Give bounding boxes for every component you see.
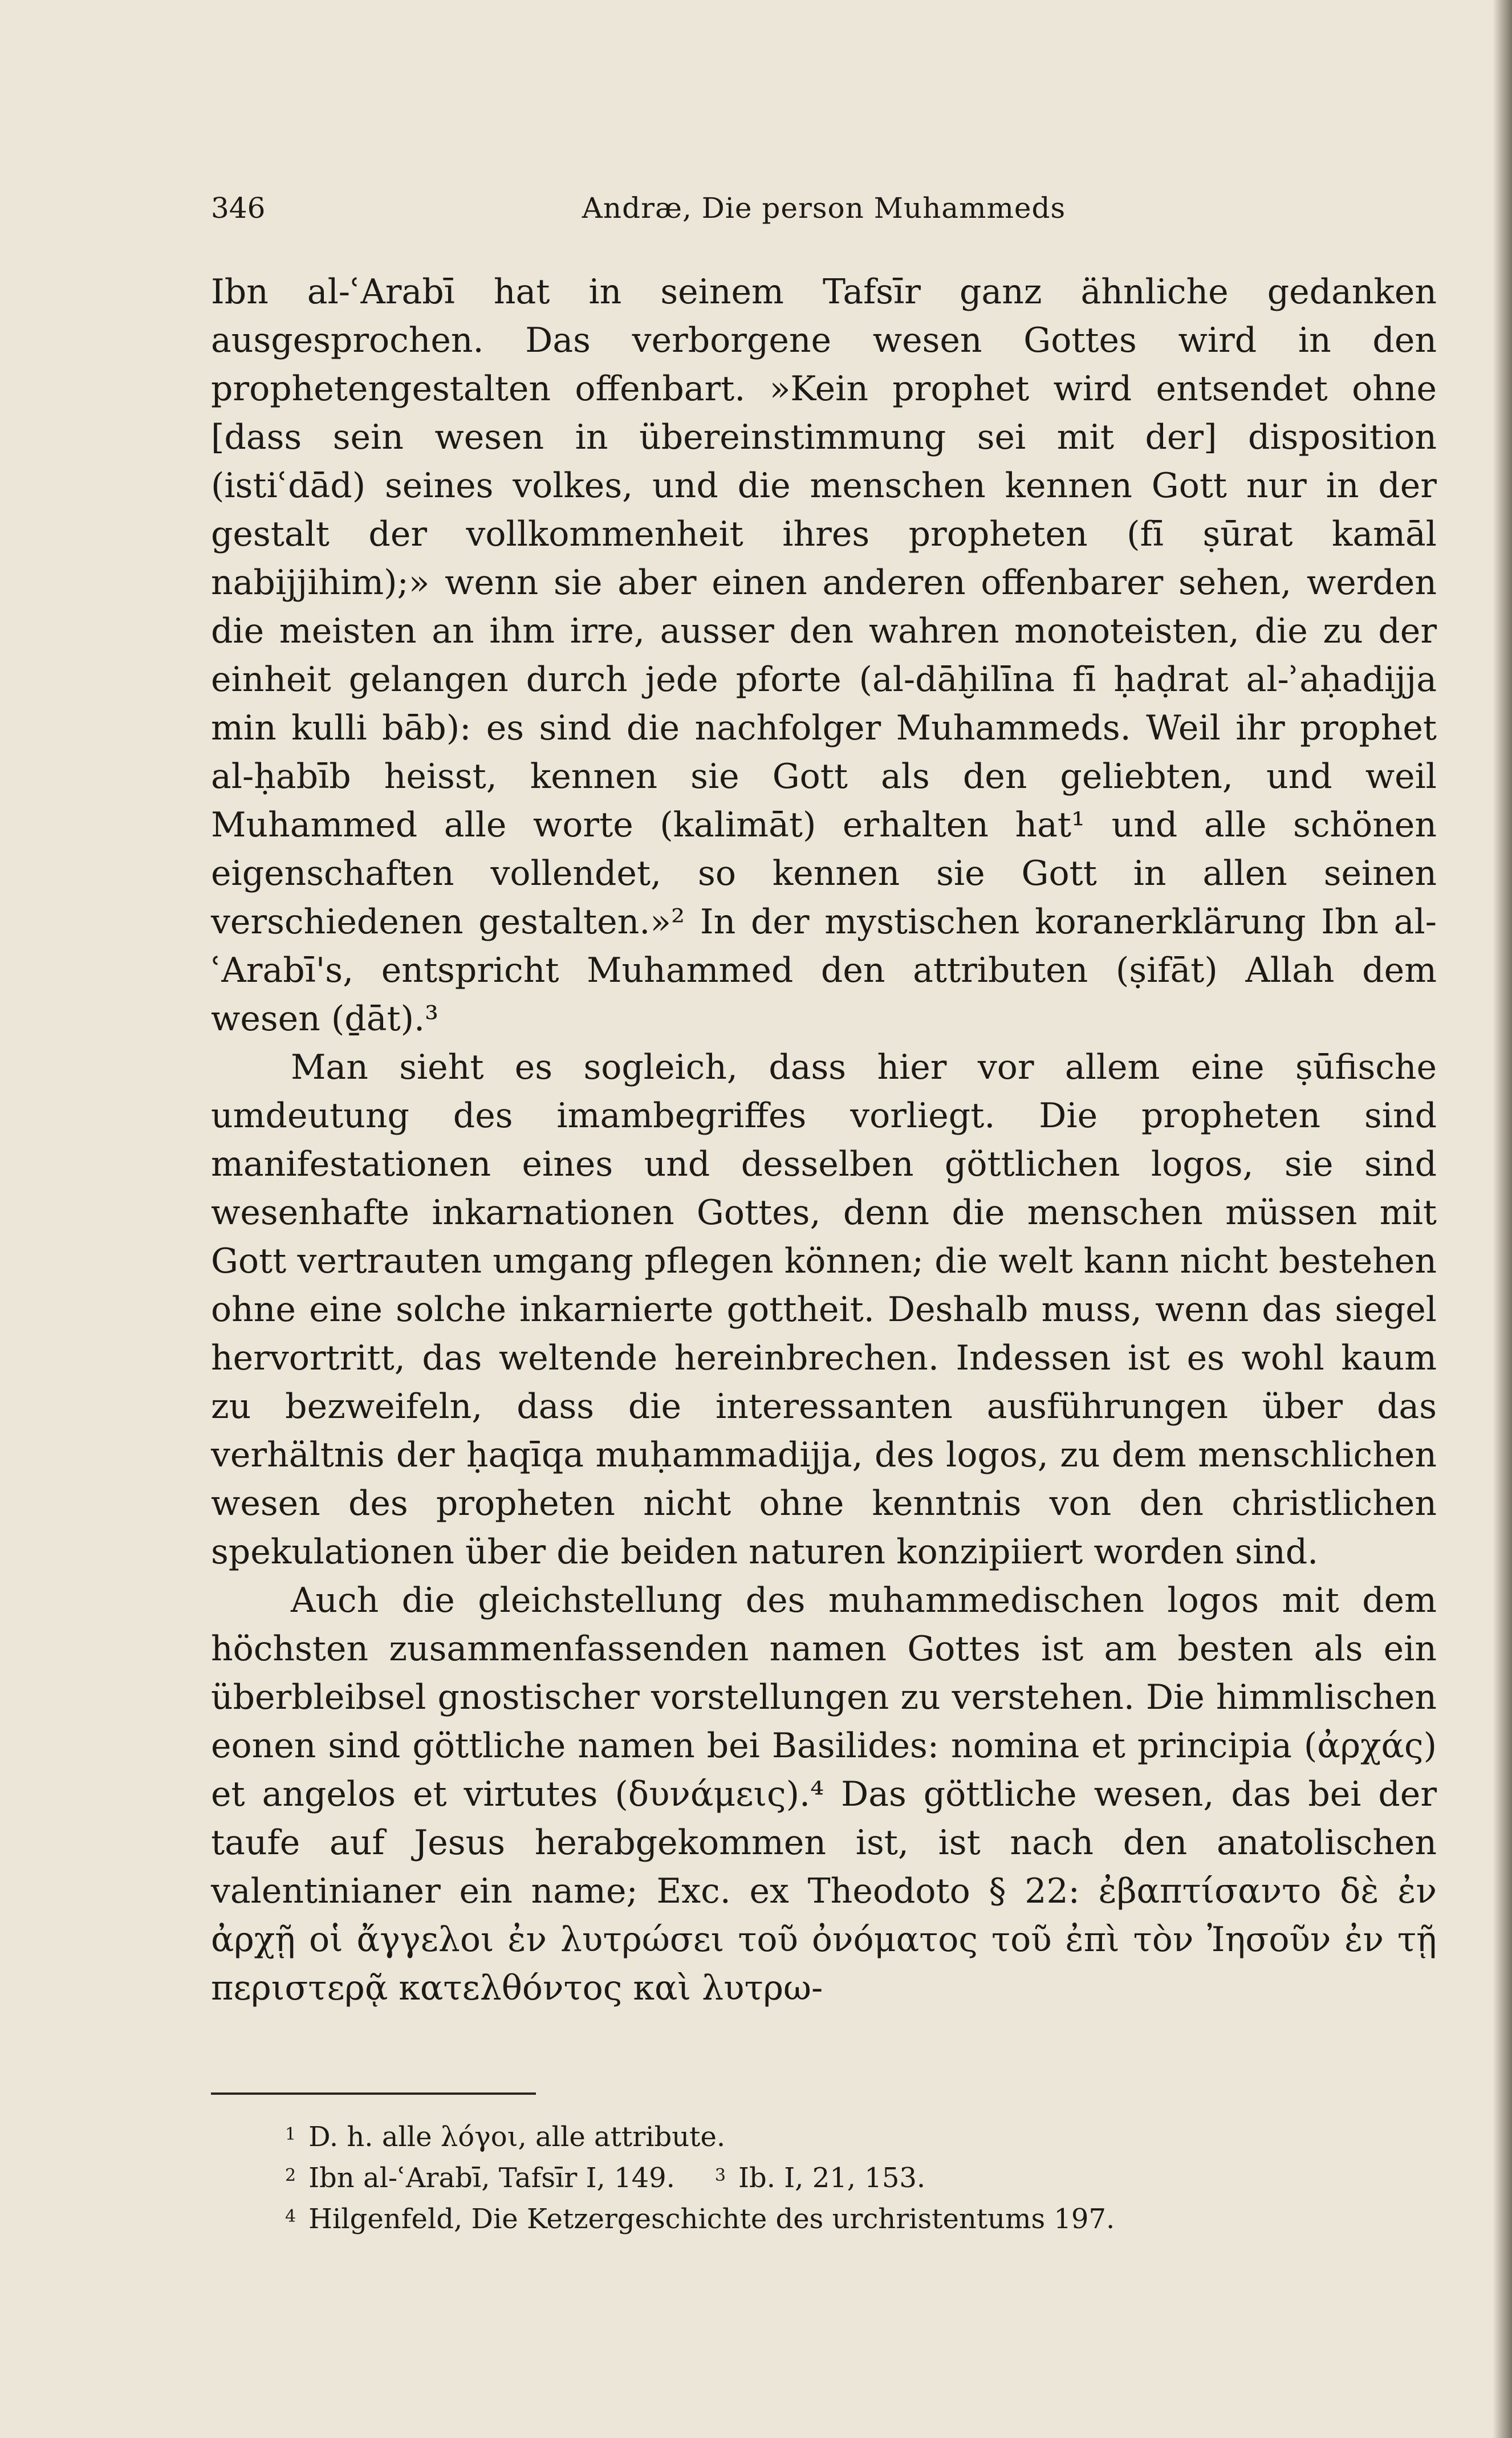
page-number: 346 [211,192,266,225]
footnote-text: D. h. alle λόγοι, alle attribute. [308,2121,726,2153]
paragraph-2: Man sieht es sogleich, dass hier vor allem eine ṣūfische umdeutung des imambegriffes vorliegt. Die propheten sind manifestationen eines und desselben göttlichen logos, sie sind wesenhafte inkarnationen Gottes, denn die menschen müssen mit Gott vertrauten umgang pflegen können; die welt kann nicht bestehen ohne eine solche inkarnierte gottheit. Deshalb muss, wenn das siegel hervortritt, das weltende hereinbrechen. Indessen ist es wohl kaum zu bezweifeln, dass die interessanten ausführungen über das verhältnis der ḥaqīqa muḥammadijja, des logos, zu dem menschlichen wesen des propheten nicht ohne kenntnis von den christlichen spekulationen über die beiden naturen konzipiiert worden sind. [211,1047,1437,1572]
footnote-2-3 [285,2157,1425,2199]
footnote-mark: 4 [285,2207,296,2226]
page-header [211,185,1437,231]
main-text [211,268,1437,2013]
footnote-mark: 1 [285,2124,296,2144]
footnote-1 [285,2116,1425,2157]
footnote-4 [285,2199,1425,2240]
running-head: Andræ, Die person Muhammeds [582,192,1066,225]
page-edge-shadow [1493,0,1512,2438]
footnote-rule [211,2092,536,2095]
paragraph-1: Ibn al-ʿArabī hat in seinem Tafsīr ganz ähnliche gedanken ausgesprochen. Das verborgene wesen Gottes wird in den prophetengestalten offenbart. »Kein prophet wird entsendet ohne [dass sein wesen in übereinstimmung sei mit der] disposition (istiʿdād) seines volkes, und die menschen kennen Gott nur in der gestalt der vollkommenheit ihres propheten (fī ṣūrat kamāl nabijjihim);» wenn sie aber einen anderen offenbarer sehen, werden die meisten an ihm irre, ausser den wahren monoteisten, die zu der einheit gelangen durch jede pforte (al-dāḫilīna fī ḥaḍrat al-ʾaḥadijja min kulli bāb): es sind die nachfolger Muhammeds. Weil ihr prophet al-ḥabīb heisst, kennen sie Gott als den geliebten, und weil Muhammed alle worte (kalimāt) erhalten hat¹ und alle schönen eigenschaften vollendet, so kennen sie Gott in allen seinen verschiedenen gestalten.»² In der mystischen koranerklärung Ibn al-ʿArabī's, entspricht Muhammed den attributen (ṣifāt) Allah dem wesen (ḏāt).³ [211,272,1437,1039]
footnote-mark: 3 [714,2165,726,2185]
paragraph-3: Auch die gleichstellung des muhammedischen logos mit dem höchsten zusammenfassenden namen Gottes ist am besten als ein überbleibsel gnostischer vorstellungen zu verstehen. Die himmlischen eonen sind göttliche namen bei Basilides: nomina et principia (ἀρχάς) et angelos et virtutes (δυνάμεις).⁴ Das göttliche wesen, das bei der taufe auf Jesus herabgekommen ist, ist nach den anatolischen valentinianer ein name; Exc. ex Theodoto § 22: ἐβαπτίσαντο δὲ ἐν ἀρχῇ οἱ ἄγγελοι ἐν λυτρώσει τοῦ ὀνόματος τοῦ ἐπὶ τὸν Ἰησοῦν ἐν τῇ περιστερᾷ κατελθόντος καὶ λυτρω- [211,1580,1437,2008]
footnote-text: Ibn al-ʿArabī, Tafsīr I, 149. [308,2162,675,2194]
footnote-text: Ib. I, 21, 153. [738,2162,926,2194]
footnotes [285,2116,1425,2240]
footnote-mark: 2 [285,2165,296,2185]
footnote-text: Hilgenfeld, Die Ketzergeschichte des urchristentums 197. [308,2203,1115,2235]
